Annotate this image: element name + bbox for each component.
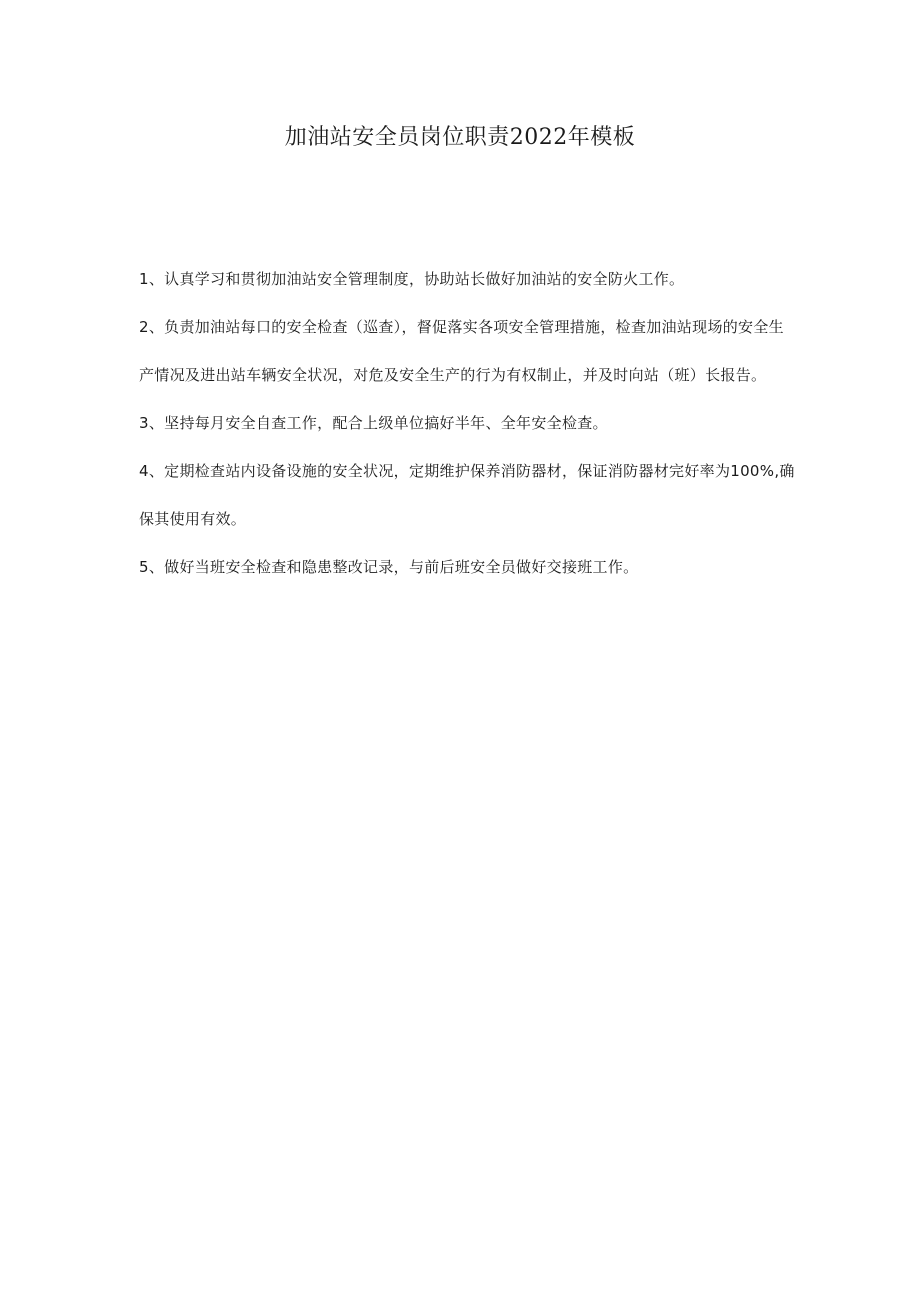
duty-item-1: 1、认真学习和贯彻加油站安全管理制度，协助站长做好加油站的安全防火工作。 [139,270,685,288]
duty-item-4: 4、定期检查站内设备设施的安全状况，定期维护保养消防器材，保证消防器材完好率为100%,确保其使用有效。 [139,462,795,528]
duty-item-5: 5、做好当班安全检查和隐患整改记录，与前后班安全员做好交接班工作。 [139,558,639,576]
document-title: 加油站安全员岗位职责2022年模板 [284,125,636,150]
duty-item-3: 3、坚持每月安全自查工作，配合上级单位搞好半年、全年安全检查。 [139,414,608,432]
document-body [139,255,795,591]
duty-item-2: 2、负责加油站每口的安全检查（巡查），督促落实各项安全管理措施，检查加油站现场的安全生产情况及进出站车辆安全状况，对危及安全生产的行为有权制止，并及时向站（班）长报告。 [139,318,784,384]
